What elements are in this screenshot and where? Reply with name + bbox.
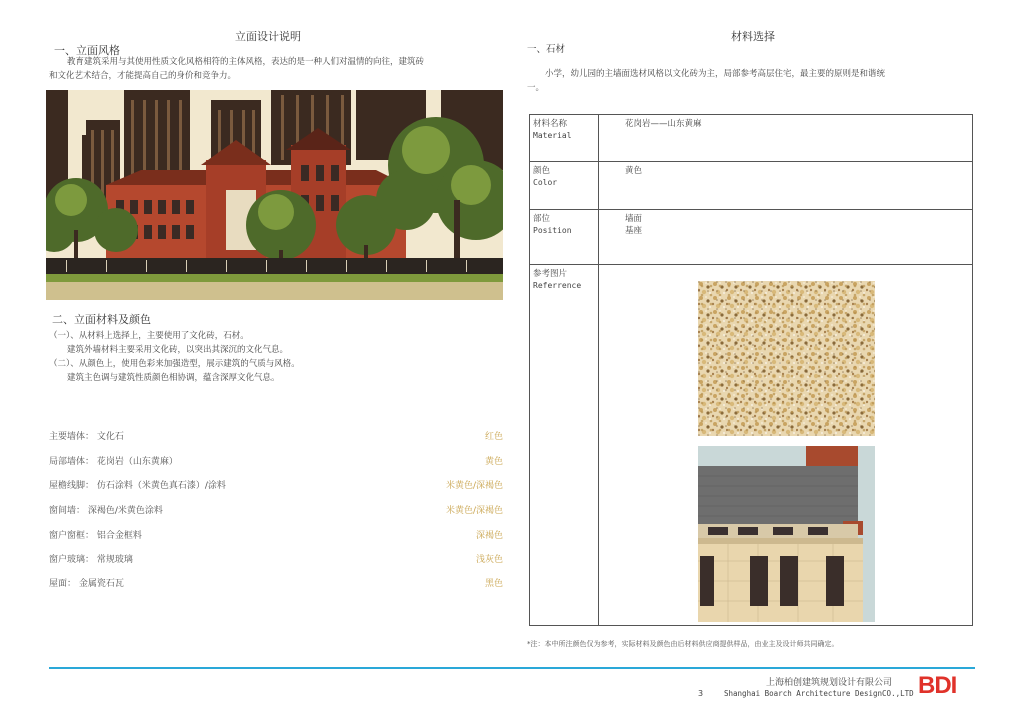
spec-label-cell — [530, 265, 599, 626]
material-row — [49, 454, 503, 468]
company-logo: BDI — [918, 672, 957, 699]
page-number: 3 — [698, 689, 704, 698]
spec-label-cell — [530, 210, 599, 265]
facade-reference-image — [698, 446, 875, 622]
spec-label-reference-en: Referrence — [533, 281, 582, 290]
spec-value-position — [599, 210, 973, 265]
material-label: 屋檐线脚： 仿石涂料（米黄色真石漆）/涂料 — [49, 481, 226, 491]
stone-paragraph-line-2: 一。 — [527, 83, 545, 93]
material-color: 深褐色 — [475, 531, 503, 541]
spec-label-position-en: Position — [533, 226, 572, 235]
material-row — [49, 576, 503, 590]
building-illustration — [46, 90, 503, 300]
company-name-en: Shanghai Boarch Architecture DesignCO.,LTD — [724, 689, 914, 698]
material-row — [49, 429, 503, 443]
spec-row-material — [530, 115, 973, 162]
material-color: 米黄色/深褐色 — [445, 506, 503, 516]
spec-label-color: 颜色 — [533, 166, 551, 176]
spec-label-material: 材料名称 — [533, 119, 568, 129]
spec-reference-images — [599, 265, 973, 626]
spec-value-material: 花岗岩——山东黄麻 — [599, 115, 973, 162]
spec-row-color — [530, 162, 973, 210]
granite-texture-image — [698, 281, 875, 436]
stone-paragraph — [527, 67, 975, 95]
material-color: 红色 — [484, 432, 503, 442]
materials-section-heading: 二、立面材料及颜色 — [52, 313, 151, 326]
material-label: 窗间墙： 深褐色/米黄色涂料 — [49, 506, 163, 516]
spec-label-position: 部位 — [533, 214, 551, 224]
material-color: 米黄色/深褐色 — [445, 481, 503, 491]
spec-value-position-1: 墙面 — [625, 214, 643, 224]
left-page-title: 立面设计说明 — [235, 30, 301, 43]
materials-line-2: 建筑外墙材料主要采用文化砖，以突出其深沉的文化气息。 — [67, 345, 289, 355]
materials-line-4: 建筑主色调与建筑性质颜色相协调，蕴含深厚文化气息。 — [67, 373, 280, 383]
table-note: *注：本中所注颜色仅为参考，实际材料及颜色由后材料供应商提供样品，由业主及设计师共同确定。 — [527, 640, 839, 648]
material-label: 局部墙体： 花岗岩（山东黄麻） — [49, 457, 178, 467]
material-label: 屋面： 金属瓷石瓦 — [49, 579, 124, 589]
right-page-title: 材料选择 — [731, 30, 775, 43]
spec-label-cell — [530, 162, 599, 210]
spec-value-color: 黄色 — [599, 162, 973, 210]
stone-paragraph-line-1: 小学，幼儿园的主墙面选材风格以文化砖为主，局部参考高层住宅，最主要的原则是和谐统 — [545, 69, 886, 79]
material-color: 浅灰色 — [475, 555, 503, 565]
style-paragraph-line-1: 教育建筑采用与其使用性质文化风格相符的主体风格，表达的是一种人们对温情的向往，建筑砖 — [67, 57, 425, 67]
style-paragraph — [49, 55, 509, 83]
stone-section-heading: 一、石材 — [527, 44, 566, 55]
company-name-cn: 上海柏创建筑规划设计有限公司 — [766, 678, 893, 688]
material-row — [49, 478, 503, 492]
spec-row-reference — [530, 265, 973, 626]
material-row — [49, 528, 503, 542]
material-color: 黑色 — [484, 579, 503, 589]
material-label: 窗户窗框： 铝合金框料 — [49, 531, 142, 541]
material-row — [49, 503, 503, 517]
spec-label-material-en: Material — [533, 131, 572, 140]
style-paragraph-line-2: 和文化艺术结合，才能提高自己的身价和竞争力。 — [49, 71, 237, 81]
material-color: 黄色 — [484, 457, 503, 467]
material-label: 窗户玻璃： 常规玻璃 — [49, 555, 133, 565]
spec-value-position-2: 基座 — [625, 226, 643, 236]
materials-line-3: （二）、从颜色上，使用色彩来加强造型，展示建筑的气质与风格。 — [49, 359, 300, 369]
material-label: 主要墙体： 文化石 — [49, 432, 124, 442]
materials-paragraph — [49, 329, 509, 385]
spec-label-reference: 参考图片 — [533, 269, 568, 279]
spec-row-position — [530, 210, 973, 265]
building-illustration-svg — [46, 90, 503, 300]
style-section-heading: 一、立面风格 — [54, 44, 120, 57]
material-spec-table — [529, 114, 973, 626]
materials-line-1: （一）、从材料上选择上，主要使用了文化砖，石材。 — [49, 331, 249, 341]
material-row — [49, 552, 503, 566]
spec-label-cell — [530, 115, 599, 162]
spec-label-color-en: Color — [533, 178, 558, 187]
footer-divider — [49, 667, 975, 669]
